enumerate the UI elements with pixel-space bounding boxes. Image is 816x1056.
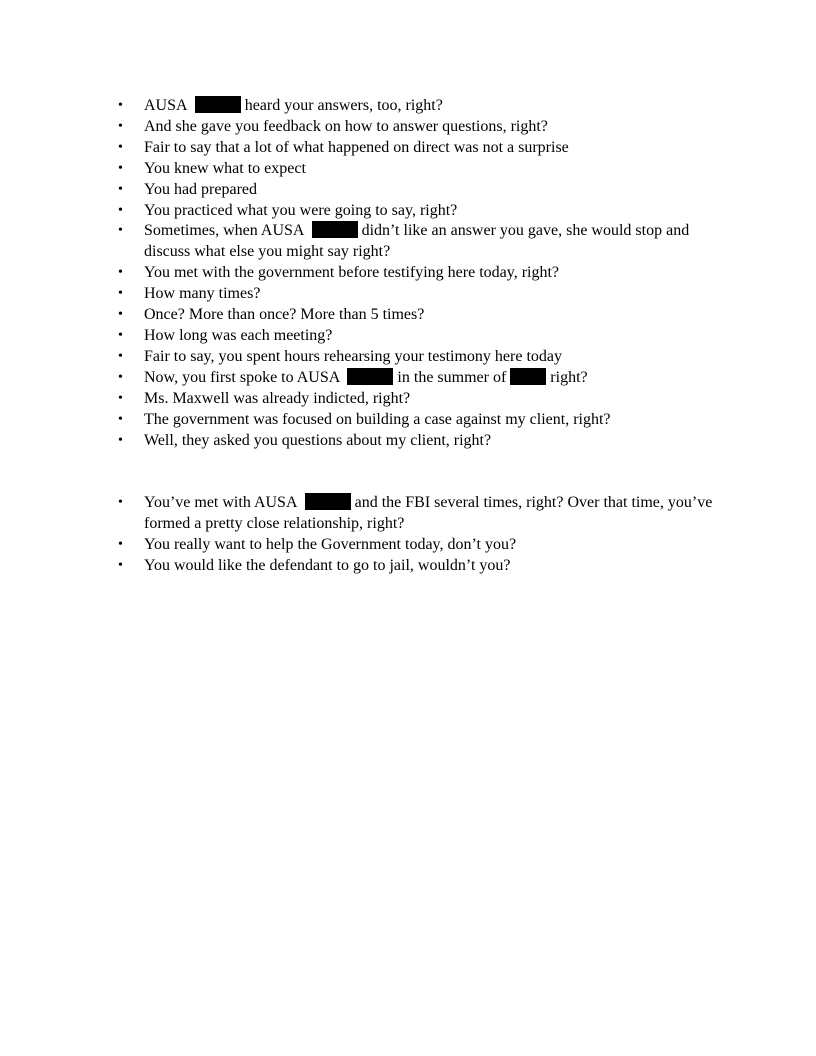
redaction-box <box>195 96 241 113</box>
bullet-icon: • <box>118 223 123 239</box>
list-item: • AUSA heard your answers, too, right? <box>118 96 728 117</box>
bullet-icon: • <box>118 202 123 218</box>
bullet-icon: • <box>118 118 123 134</box>
bullet-icon: • <box>118 390 123 406</box>
redaction-box <box>305 493 351 510</box>
bullet-icon: • <box>118 181 123 197</box>
list-item: • You met with the government before testifying here today, right? <box>118 263 728 284</box>
bullet-icon: • <box>118 265 123 281</box>
question-list-2 <box>118 493 728 577</box>
redaction-box <box>347 368 393 385</box>
bullet-icon: • <box>118 98 123 113</box>
redaction-box <box>312 221 358 238</box>
bullet-icon: • <box>118 160 123 176</box>
bullet-icon: • <box>118 557 123 573</box>
list-item: • Sometimes, when AUSA didn’t like an answer you gave, she would stop and discuss what else you might say right? <box>118 222 690 261</box>
list-item: • Now, you first spoke to AUSA in the summer of right? <box>118 368 728 389</box>
list-item: • You had prepared <box>118 180 728 201</box>
bullet-icon: • <box>118 369 123 385</box>
bullet-icon: • <box>118 348 123 364</box>
question-list-1 <box>118 96 728 451</box>
bullet-icon: • <box>118 536 123 552</box>
list-item: • Ms. Maxwell was already indicted, right? <box>118 389 728 410</box>
list-item: • You would like the defendant to go to jail, wouldn’t you? <box>118 556 728 577</box>
list-item: • The government was focused on building a case against my client, right? <box>118 410 728 431</box>
bullet-icon: • <box>118 432 123 448</box>
bullet-icon: • <box>118 411 123 427</box>
bullet-icon: • <box>118 495 123 510</box>
list-item: • How long was each meeting? <box>118 326 728 347</box>
bullet-icon: • <box>118 139 123 155</box>
list-item: • You’ve met with AUSA and the FBI several times, right? Over that time, you’ve formed a pretty close relationship, right? <box>118 494 713 532</box>
list-item: • Well, they asked you questions about my client, right? <box>118 431 728 452</box>
list-item: • Fair to say, you spent hours rehearsing your testimony here today <box>118 347 728 368</box>
list-item: • You knew what to expect <box>118 159 728 180</box>
bullet-icon: • <box>118 327 123 343</box>
list-item: • Once? More than once? More than 5 times? <box>118 305 728 326</box>
list-item: • You really want to help the Government today, don’t you? <box>118 535 728 556</box>
list-item: • You practiced what you were going to say, right? <box>118 201 728 222</box>
list-item: • And she gave you feedback on how to answer questions, right? <box>118 117 728 138</box>
bullet-icon: • <box>118 286 123 302</box>
bullet-icon: • <box>118 307 123 323</box>
list-item: • How many times? <box>118 284 728 305</box>
redaction-box <box>510 368 546 385</box>
list-item: • Fair to say that a lot of what happened on direct was not a surprise <box>118 138 728 159</box>
